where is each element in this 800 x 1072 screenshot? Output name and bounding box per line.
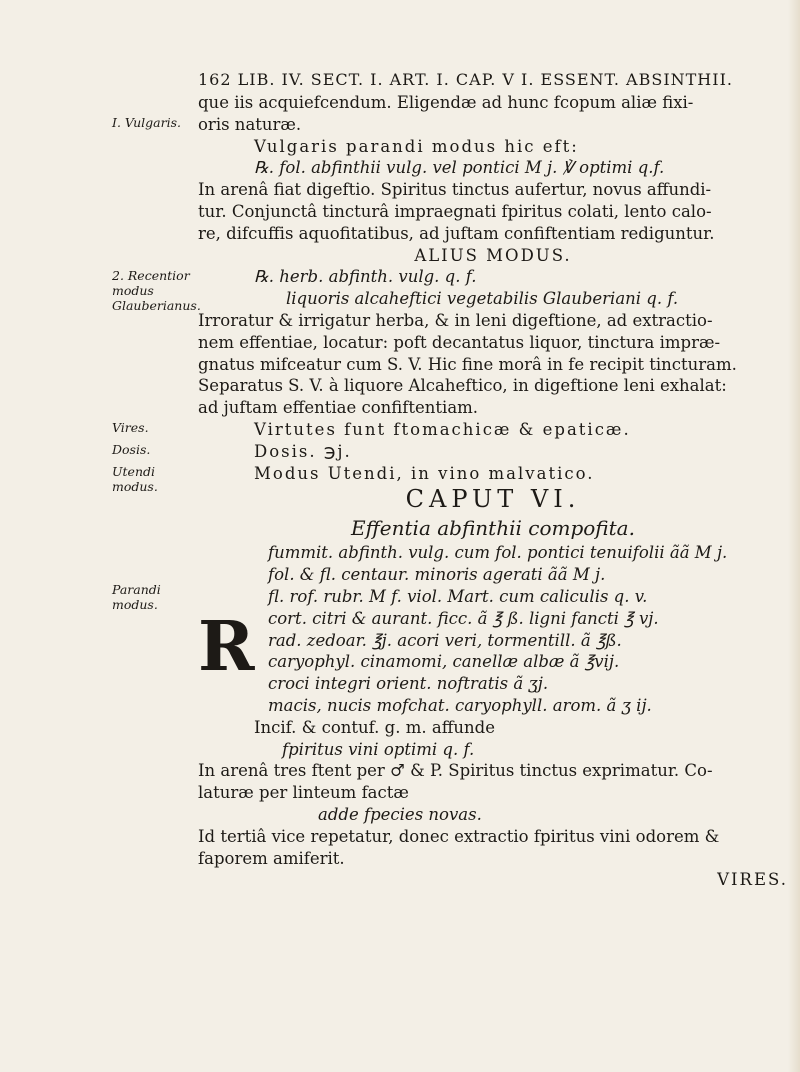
text-line: Incif. & contuf. g. m. affunde [254,717,495,737]
text-line: ℞. herb. abfinth. vulg. q. f. [254,267,477,287]
recipe-line: croci integri orient. noftratis ã ʒj. [268,674,549,694]
recipe-line: fummit. abfinth. vulg. cum fol. pontici tenuifolii ãã M j. [268,543,728,563]
text-line: In arenâ fiat digeftio. Spiritus tinctus aufertur, novus affundi- [198,180,712,200]
chapter-heading: CAPUT VI. [405,485,581,514]
body-text [198,92,788,891]
page-edge-shadow [788,0,800,1072]
recipe-line: cort. citri & aurant. ficc. ã ℥ ß. ligni fancti ℥ vj. [268,608,659,628]
text-line: Modus Utendi, in vino malvatico. [254,463,595,483]
text-line: Virtutes funt ftomachicæ & epaticæ. [254,419,631,439]
margin-note-utendi: Utendi modus. [112,464,158,494]
drop-cap-r: R [198,607,255,687]
text-line: re, difcuffis aquofitatibus, ad juftam confiftentiam rediguntur. [198,223,715,243]
margin-note-parandi: Parandi modus. [112,582,161,612]
chapter-subtitle: Effentia abfinthii compofita. [351,516,635,541]
recipe-line: macis, nucis mofchat. caryophyll. arom. ã ʒ ij. [268,695,652,715]
catchword: VIRES. [717,870,788,890]
recipe-line: fol. & fl. centaur. minoris agerati ãã M j. [268,565,606,585]
text-line: Separatus S. V. à liquore Alcaheftico, in digeftione leni exhalat: [198,376,727,396]
text-line: liquoris alcaheftici vegetabilis Glauberiani q. f. [286,289,679,309]
text-line: ℞. fol. abfinthii vulg. vel pontici M j. ℣ optimi q.f. [254,158,665,178]
text-line: que iis acquiefcendum. Eligendæ ad hunc fcopum aliæ fixi- [198,93,694,112]
text-line: gnatus mifceatur cum S. V. Hic fine morâ in fe recipit tincturam. [198,354,737,374]
margin-note-recentior: 2. Recentior modus Glauberianus. [112,268,201,313]
margin-note-dosis: Dosis. [112,442,151,457]
text-line: faporem amiferit. [198,848,345,868]
margin-note-vires: Vires. [112,420,149,435]
text-line: laturæ per linteum factæ [198,783,409,803]
recipe-line: caryophyl. cinamomi, canellæ albæ ã ℥vij. [268,652,620,672]
text-line: In arenâ tres ftent per ♂ & P. Spiritus tinctus exprimatur. Co- [198,761,713,781]
text-line: nem effentiae, locatur: poft decantatus liquor, tinctura impræ- [198,332,721,352]
text-line: tur. Conjunctâ tincturâ impraegnati fpiritus colati, lento calo- [198,201,712,221]
text-line: oris naturæ. [198,114,302,134]
recipe-line: rad. zedoar. ℥j. acori veri, tormentill. ã ℥ß. [268,630,622,650]
running-header: 162 LIB. IV. SECT. I. ART. I. CAP. V I. ESSENT. ABSINTHII. [198,70,733,89]
text-line: adde fpecies novas. [318,804,482,824]
text-line: Irroratur & irrigatur herba, & in leni digeftione, ad extractio- [198,310,713,330]
section-heading: ALIUS MODUS. [414,245,572,265]
text-line: fpiritus vini optimi q. f. [282,739,475,759]
margin-note-vulgaris: I. Vulgaris. [112,115,181,130]
text-line: Dosis. ℈j. [254,441,352,461]
recipe-line: fl. rof. rubr. M f. viol. Mart. cum caliculis q. v. [268,586,648,606]
text-line: Id tertiâ vice repetatur, donec extractio fpiritus vini odorem & [198,826,720,846]
text-line: ad juftam effentiae confiftentiam. [198,398,479,418]
text-line: Vulgaris parandi modus hic eft: [254,136,579,156]
